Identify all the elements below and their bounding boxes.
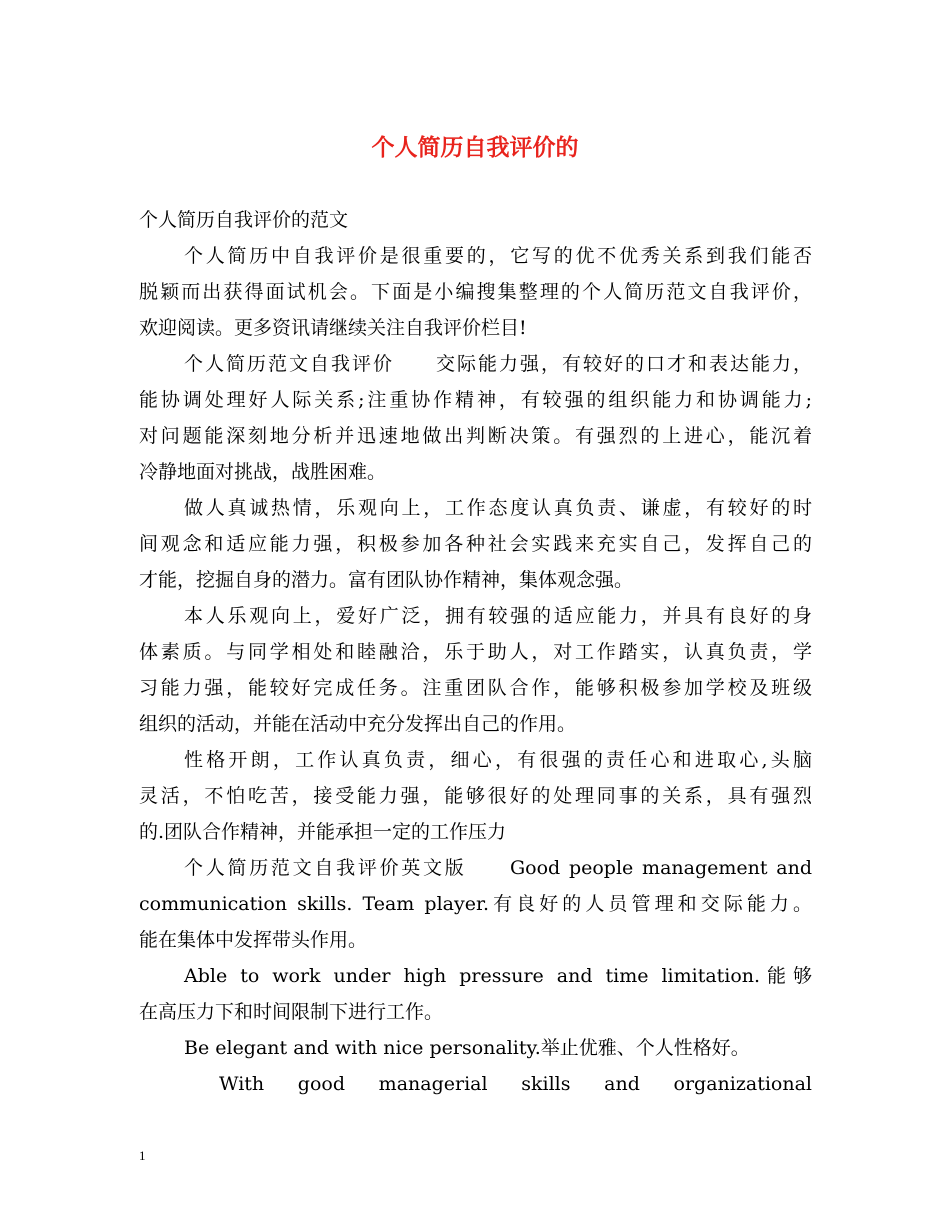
paragraph-line: 在高压力下和时间限制下进行工作。 xyxy=(139,1001,444,1023)
paragraph-line: 脱颖而出获得面试机会。下面是小编搜集整理的个人简历范文自我评价， xyxy=(139,281,812,303)
paragraph-line: 组织的活动，并能在活动中充分发挥出自己的作用。 xyxy=(139,713,577,735)
paragraph-line: Be elegant and with nice personality.举止优雅、个人性格好。 xyxy=(184,1037,750,1059)
document-title: 个人简历自我评价的 xyxy=(371,135,579,161)
page-number: 1 xyxy=(139,1148,146,1163)
paragraph-line: 间观念和适应能力强，积极参加各种社会实践来充实自己，发挥自己的 xyxy=(139,533,812,555)
paragraph-line: 性格开朗，工作认真负责，细心，有很强的责任心和进取心,头脑 xyxy=(184,749,812,771)
document-body xyxy=(139,202,812,1102)
paragraph-line: 个人简历范文自我评价英文版 Good people management and xyxy=(184,857,812,879)
paragraph-line: 个人简历范文自我评价 交际能力强，有较好的口才和表达能力， xyxy=(184,353,812,375)
paragraph-line: 才能，挖掘自身的潜力。富有团队协作精神，集体观念强。 xyxy=(139,569,634,591)
paragraph-line: 体素质。与同学相处和睦融洽，乐于助人，对工作踏实，认真负责，学 xyxy=(139,641,812,663)
subtitle-line: 个人简历自我评价的范文 xyxy=(139,209,349,231)
paragraph-line: 个人简历中自我评价是很重要的，它写的优不优秀关系到我们能否 xyxy=(184,245,812,267)
paragraph-line: 对问题能深刻地分析并迅速地做出判断决策。有强烈的上进心，能沉着 xyxy=(139,425,812,447)
paragraph-line: 冷静地面对挑战，战胜困难。 xyxy=(139,461,387,483)
paragraph-line: 本人乐观向上，爱好广泛，拥有较强的适应能力，并具有良好的身 xyxy=(184,605,812,627)
paragraph-line: 做人真诚热情，乐观向上，工作态度认真负责、谦虚，有较好的时 xyxy=(184,497,812,519)
paragraph-line: 习能力强，能较好完成任务。注重团队合作，能够积极参加学校及班级 xyxy=(139,677,812,699)
paragraph-line: 欢迎阅读。更多资讯请继续关注自我评价栏目! xyxy=(139,317,527,339)
paragraph-line: 灵活，不怕吃苦，接受能力强，能够很好的处理同事的关系，具有强烈 xyxy=(139,785,812,807)
paragraph-line: 能在集体中发挥带头作用。 xyxy=(139,929,368,951)
paragraph-line: 的.团队合作精神，并能承担一定的工作压力 xyxy=(139,821,507,843)
paragraph-line: 能协调处理好人际关系;注重协作精神，有较强的组织能力和协调能力; xyxy=(139,389,812,411)
paragraph-line: Able to work under high pressure and time limitation.能够 xyxy=(184,965,812,987)
paragraph-line: communication skills. Team player.有良好的人员管理和交际能力。 xyxy=(139,893,812,915)
paragraph-line: With good managerial skills and organizational xyxy=(219,1073,812,1095)
